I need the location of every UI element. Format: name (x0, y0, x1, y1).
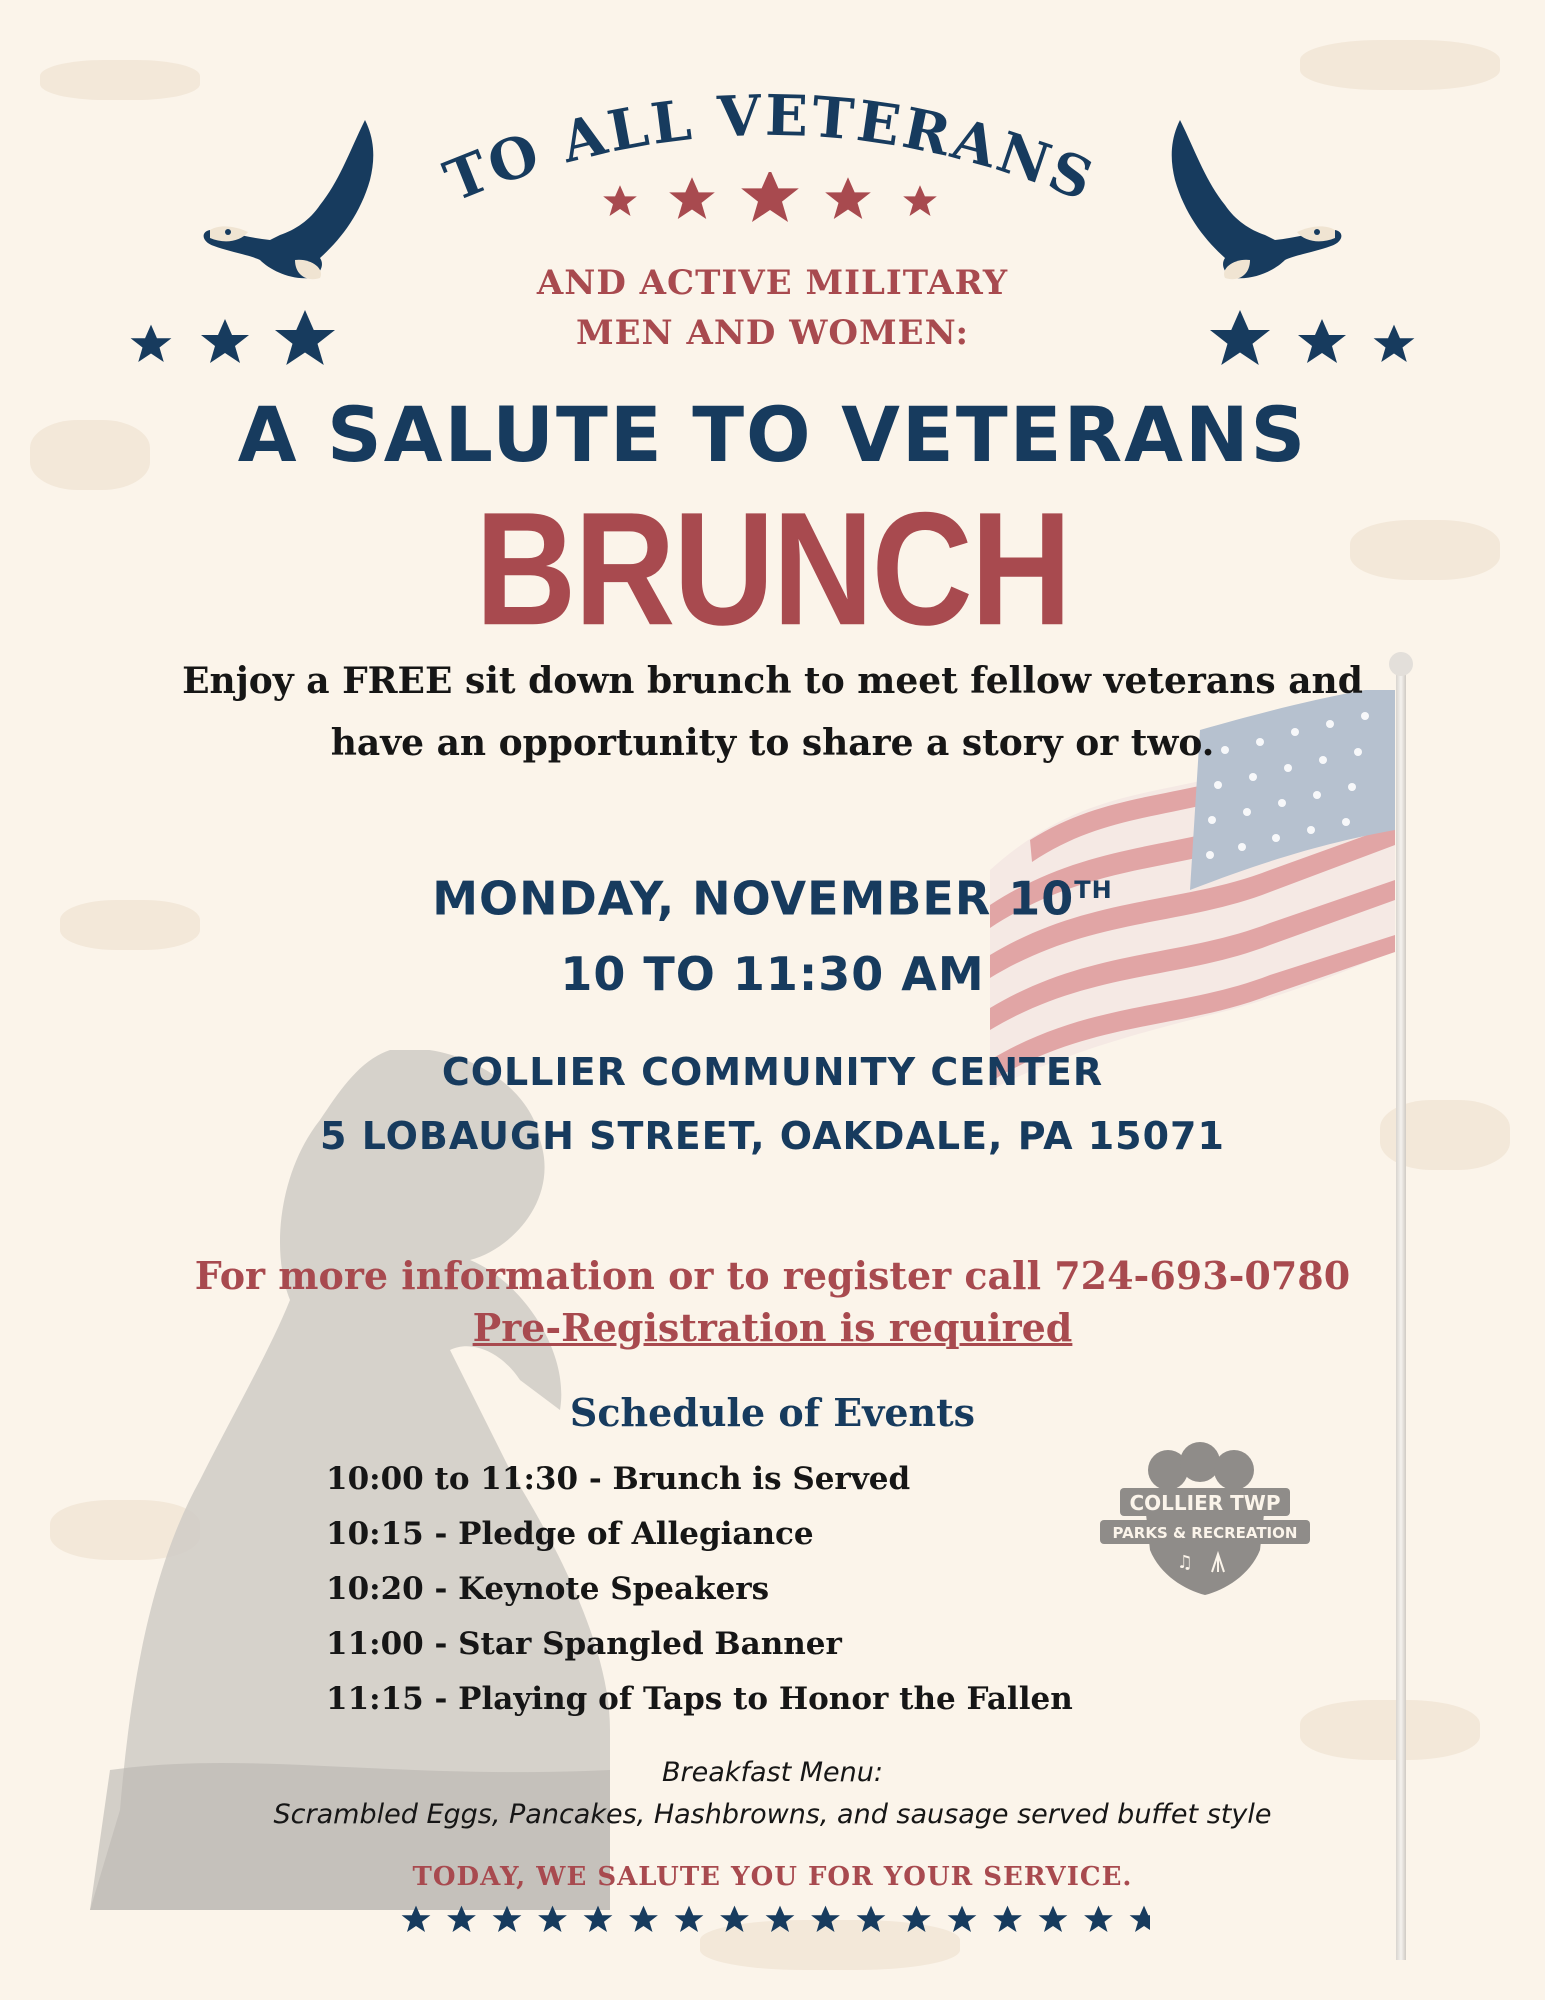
arc-title-text: TO ALL VETERANS (435, 90, 1105, 210)
decorative-star-icon (629, 1906, 658, 1932)
schedule-list (326, 1452, 1073, 1727)
registration-call: For more information or to register call 724-693-0780 (194, 1253, 1351, 1298)
decorative-star-icon (811, 1906, 840, 1932)
schedule-item: 10:20 - Keynote Speakers (326, 1571, 770, 1607)
event-date-text: MONDAY, NOVEMBER 10 (432, 871, 1075, 926)
decorative-star-icon (857, 1906, 886, 1932)
menu-label: Breakfast Menu: (662, 1757, 883, 1788)
decorative-star-icon (675, 1906, 704, 1932)
registration-info (0, 1250, 1545, 1354)
intro-line-2: have an opportunity to share a story or two. (330, 722, 1215, 764)
event-date (0, 852, 1545, 936)
schedule-title: Schedule of Events (569, 1390, 976, 1435)
decorative-star-icon (1084, 1906, 1113, 1932)
schedule-item: 10:15 - Pledge of Allegiance (326, 1516, 814, 1552)
left-navy-stars (125, 305, 345, 375)
bottom-star-row (400, 1898, 1150, 1942)
logo-line-1: COLLIER TWP (1129, 1491, 1281, 1515)
registration-required: Pre-Registration is required (472, 1305, 1073, 1350)
subhead-line-2: MEN AND WOMEN: (575, 313, 969, 353)
intro-line-1: Enjoy a FREE sit down brunch to meet fellow veterans and (182, 660, 1363, 702)
decorative-star-icon (1039, 1906, 1068, 1932)
event-address: 5 LOBAUGH STREET, OAKDALE, PA 15071 (320, 1114, 1225, 1158)
schedule-item: 11:00 - Star Spangled Banner (326, 1626, 842, 1662)
schedule-item: 10:00 to 11:30 - Brunch is Served (326, 1461, 911, 1497)
brunch-heading: BRUNCH (475, 478, 1070, 659)
decorative-star-icon (447, 1906, 476, 1932)
logo-line-2: PARKS & RECREATION (1112, 1524, 1298, 1542)
decorative-star-icon (538, 1906, 567, 1932)
decorative-star-icon (948, 1906, 977, 1932)
event-date-suffix: TH (1074, 876, 1113, 904)
subhead-line-1: AND ACTIVE MILITARY (536, 263, 1009, 303)
event-venue: COLLIER COMMUNITY CENTER (441, 1050, 1104, 1094)
decorative-star-icon (1130, 1906, 1150, 1932)
decorative-star-icon (493, 1906, 522, 1932)
schedule-item: 11:15 - Playing of Taps to Honor the Fallen (326, 1681, 1073, 1717)
page-title: A SALUTE TO VETERANS (237, 390, 1308, 479)
intro-text (0, 650, 1545, 774)
closing-text: TODAY, WE SALUTE YOU FOR YOUR SERVICE. (412, 1862, 1133, 1892)
right-navy-stars (1200, 305, 1420, 375)
music-note-icon: ♫ (1176, 1552, 1194, 1573)
breakfast-menu (0, 1752, 1545, 1836)
event-location (0, 1040, 1545, 1168)
decorative-star-icon (584, 1906, 613, 1932)
header-red-stars (590, 172, 950, 232)
decorative-star-icon (720, 1906, 749, 1932)
decorative-star-icon (766, 1906, 795, 1932)
decorative-star-icon (402, 1906, 431, 1932)
decorative-star-icon (902, 1906, 931, 1932)
decorative-star-icon (993, 1906, 1022, 1932)
event-time: 10 TO 11:30 AM (560, 947, 985, 1002)
event-when (0, 852, 1545, 1012)
menu-items: Scrambled Eggs, Pancakes, Hashbrowns, and sausage served buffet style (273, 1799, 1272, 1830)
collier-twp-logo (1100, 1440, 1310, 1600)
